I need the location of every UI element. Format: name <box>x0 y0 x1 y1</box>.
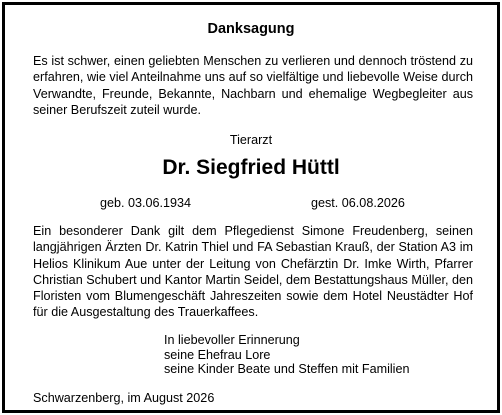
deceased-name: Dr. Siegfried Hüttl <box>162 156 340 179</box>
mourner-line: seine Ehefrau Lore <box>164 347 271 362</box>
thanks-paragraph: Ein besonderer Dank gilt dem Pflegedienst Simone Freudenberg, seinen langjährigen Ärzten Dr. Katrin Thiel und FA Sebastian Krauß, der Station A3 im Helios Klinikum Aue unter der Leitung von Chefärztin Dr. Imke Wirth, Pfarrer Christian Schubert und Kantor Martin Seidel, dem Bestattungshaus Müller, den Floristen vom Blumengeschäft Jahreszeiten sowie dem Hotel Neustädter Hof für die Ausgestaltung des Trauerkaffees. <box>33 224 473 320</box>
mourners-block <box>164 333 410 377</box>
memory-line: In liebevoller Erinnerung <box>164 333 300 347</box>
mourner-line: seine Kinder Beate und Steffen mit Familien <box>164 362 410 377</box>
notice-border <box>2 2 500 413</box>
death-date: gest. 06.08.2026 <box>311 196 405 210</box>
place-and-date: Schwarzenberg, im August 2026 <box>33 391 215 405</box>
notice-title: Danksagung <box>207 21 295 37</box>
birth-date: geb. 03.06.1934 <box>100 196 192 210</box>
profession-label: Tierarzt <box>229 133 273 147</box>
obituary-notice <box>5 5 497 410</box>
intro-paragraph: Es ist schwer, einen geliebten Menschen zu verlieren und dennoch tröstend zu erfahren, wie viel Anteilnahme uns auf so vielfältige und liebevolle Weise durch Verwandte, Freunde, Bekannte, Nachbarn und ehemalige Wegbegleiter aus seiner Berufszeit zuteil wurde. <box>33 54 473 117</box>
